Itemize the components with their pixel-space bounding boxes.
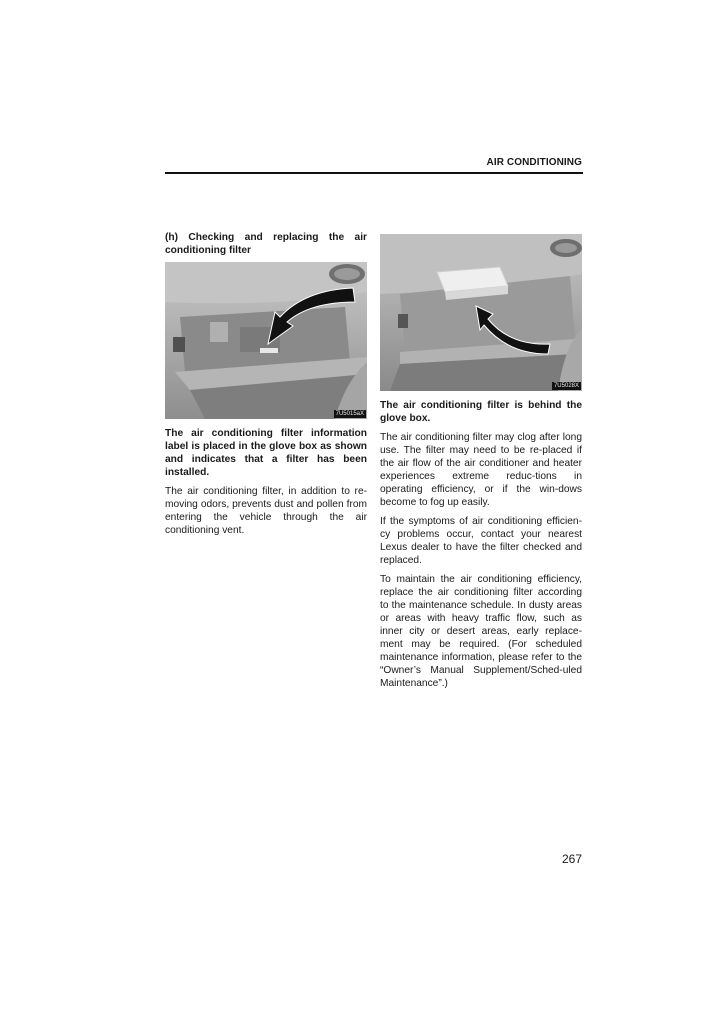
header-rule: [165, 172, 583, 174]
left-column: [165, 231, 367, 543]
figure-code: 7U5028X: [553, 383, 579, 389]
body-paragraph: The air conditioning filter may clog after long use. The filter may need to be re-placed if the air flow of the air conditioner and heater experiences extreme reduc-tions in operating efficiency, or if the win-dows become to fog up easily.: [380, 432, 582, 508]
figure-caption: The air conditioning filter is behind the glove box.: [380, 400, 582, 424]
figure-caption: The air conditioning filter information label is placed in the glove box as shown and indicates that a filter has been installed.: [165, 428, 367, 478]
right-column: [380, 234, 582, 696]
section-heading: (h) Checking and replacing the air conditioning filter: [165, 232, 367, 256]
body-paragraph: The air conditioning filter, in addition to re-moving odors, prevents dust and pollen from entering the vehicle through the air conditioning vent.: [165, 486, 367, 536]
filter-location-figure: [380, 234, 582, 391]
section-header-title: AIR CONDITIONING: [486, 157, 582, 168]
body-paragraph: To maintain the air conditioning efficiency, replace the air conditioning filter according to the maintenance schedule. In dusty areas or areas with heavy traffic flow, such as inner city or desert areas, early replace-ment may be required. (For scheduled maintenance information, please refer to the “Owner’s Manual Supplement/Sched-uled Maintenance”.): [380, 574, 582, 689]
page-number: 267: [562, 852, 583, 866]
filter-behind-glove-box-illustration-icon: [380, 234, 582, 391]
glove-box-label-illustration-icon: [165, 262, 367, 419]
glove-box-label-figure: [165, 262, 367, 419]
figure-code: 7U5015aX: [335, 411, 364, 417]
body-paragraph: If the symptoms of air conditioning efficien-cy problems occur, contact your nearest Lexus dealer to have the filter checked and replaced.: [380, 516, 582, 566]
